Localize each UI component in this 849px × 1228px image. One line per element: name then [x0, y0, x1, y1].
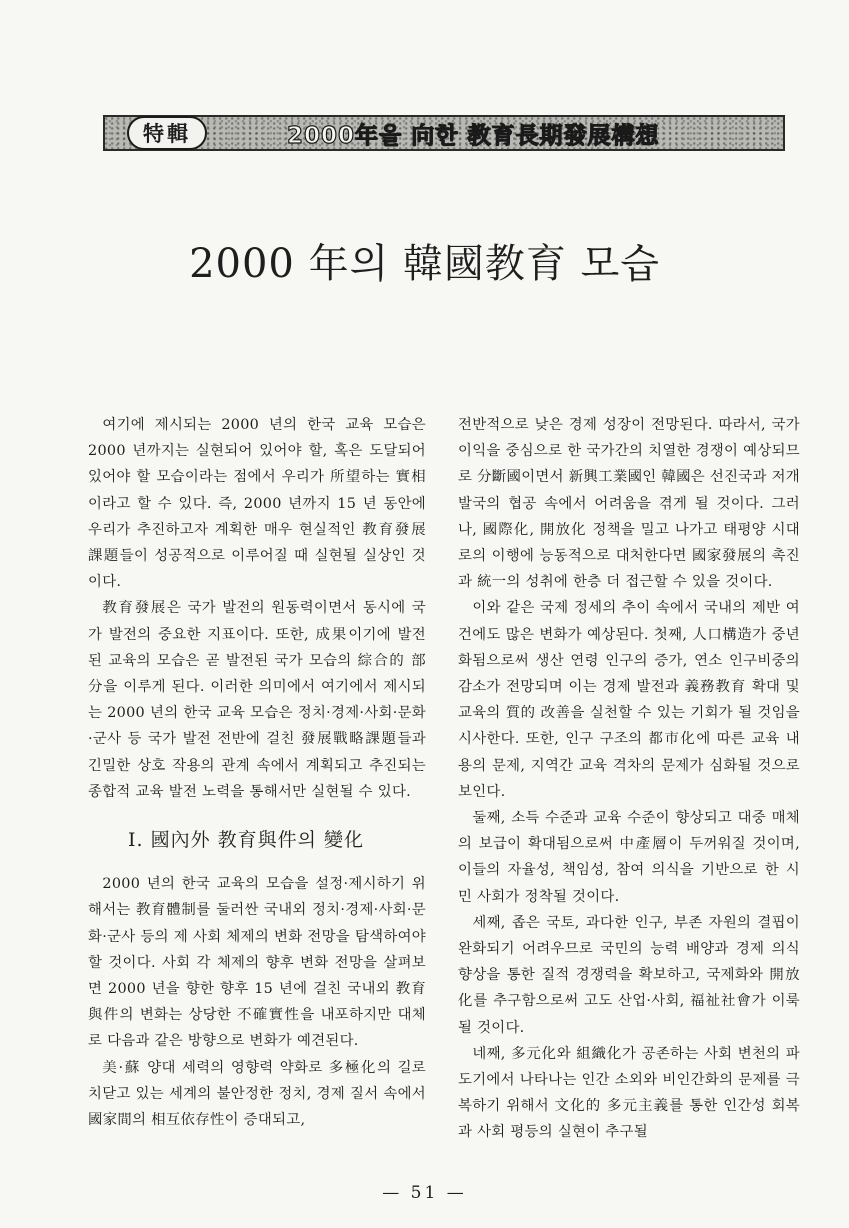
feature-tag: 特輯	[127, 116, 207, 150]
feature-banner-title: 2000年을 向한 教育長期發展構想	[287, 122, 660, 149]
right-column	[458, 412, 800, 1146]
paragraph: 둘째, 소득 수준과 교육 수준이 향상되고 대중 매체의 보급이 확대됨으로써 中產層이 두꺼워질 것이며, 이들의 자율성, 책임성, 참여 의식을 기반으로 한 시민 사회가 정착될 것이다.	[458, 810, 800, 905]
paragraph: 이와 같은 국제 정세의 추이 속에서 국내의 제반 여건에도 많은 변화가 예상된다. 첫째, 人口構造가 중년화됨으로써 생산 연령 인구의 증가, 연소 인구비중의 감소가 전망되며 이는 경제 발전과 義務教育 확대 및 교육의 質的 改善을 실천할 수 있는 기회가 될 것임을 시사한다. 또한, 인구 구조의 都市化에 따른 교육 내용의 문제, 지역간 교육 격차의 문제가 심화될 것으로 보인다.	[458, 600, 800, 800]
paragraph: 세째, 좁은 국토, 과다한 인구, 부존 자원의 결핍이 완화되기 어려우므로 국민의 능력 배양과 경제 의식 향상을 통한 질적 경쟁력을 확보하고, 국제화와 開放化를 추구함으로써 고도 산업·사회, 福祉社會가 이룩될 것이다.	[458, 914, 800, 1036]
feature-banner	[103, 115, 785, 151]
page-number: — 51 —	[382, 1183, 467, 1203]
section-heading: Ⅰ. 國內外 教育與件의 變化	[128, 829, 365, 852]
paragraph: 네째, 多元化와 組織化가 공존하는 사회 변천의 파도기에서 나타나는 인간 소외와 비인간화의 문제를 극복하기 위해서 文化的 多元主義를 통한 인간성 회복과 사회 평등의 실현이 추구될	[458, 1045, 800, 1141]
left-column	[88, 412, 426, 1133]
paragraph: 전반적으로 낮은 경제 성장이 전망된다. 따라서, 국가 이익을 중심으로 한 국가간의 치열한 경쟁이 예상되므로 分斷國이면서 新興工業國인 韓國은 선진국과 저개발국의 협공 속에서 어려움을 겪게 될 것이다. 그러나, 國際化, 開放化 정책을 밀고 나가고 태평양 시대로의 이행에 능동적으로 대처한다면 國家發展의 촉진과 統一의 성취에 한층 더 접근할 수 있을 것이다.	[458, 417, 800, 591]
article-title: 2000 年의 韓國教育 모습	[189, 241, 660, 287]
paragraph: 여기에 제시되는 2000 년의 한국 교육 모습은 2000 년까지는 실현되어 있어야 할, 혹은 도달되어 있어야 할 모습이라는 점에서 우리가 所望하는 實相이라고 할 수 있다. 즉, 2000 년까지 15 년 동안에 우리가 추진하고자 계획한 매우 현실적인 教育發展課題들이 성공적으로 이루어질 때 실현될 실상인 것이다.	[88, 417, 426, 591]
paragraph: 美·蘇 양대 세력의 영향력 약화로 多極化의 길로 치닫고 있는 세계의 불안정한 정치, 경제 질서 속에서 國家間의 相互依存性이 증대되고,	[88, 1059, 426, 1129]
paragraph: 教育發展은 국가 발전의 원동력이면서 동시에 국가 발전의 중요한 지표이다. 또한, 成果이기에 발전된 교육의 모습은 곧 발전된 국가 모습의 綜合的 部分을 이루게 된다. 이러한 의미에서 여기에서 제시되는 2000 년의 한국 교육 모습은 정치·경제·사회·문화·군사 등 국가 발전 전반에 걸친 發展戰略課題들과 긴밀한 상호 작용의 관계 속에서 계획되고 추진되는 종합적 교육 발전 노력을 통해서만 실현될 수 있다.	[88, 600, 426, 800]
paragraph: 2000 년의 한국 교육의 모습을 설정·제시하기 위해서는 教育體制를 둘러싼 국내외 정치·경제·사회·문화·군사 등의 제 사회 체제의 변화 전망을 탐색하여야 할 것이다. 사회 각 체제의 향후 변화 전망을 살펴보면 2000 년을 향한 향후 15 년에 걸친 국내외 教育與件의 변화는 상당한 不確實性을 내포하지만 대체로 다음과 같은 방향으로 변화가 예견된다.	[88, 876, 426, 1050]
